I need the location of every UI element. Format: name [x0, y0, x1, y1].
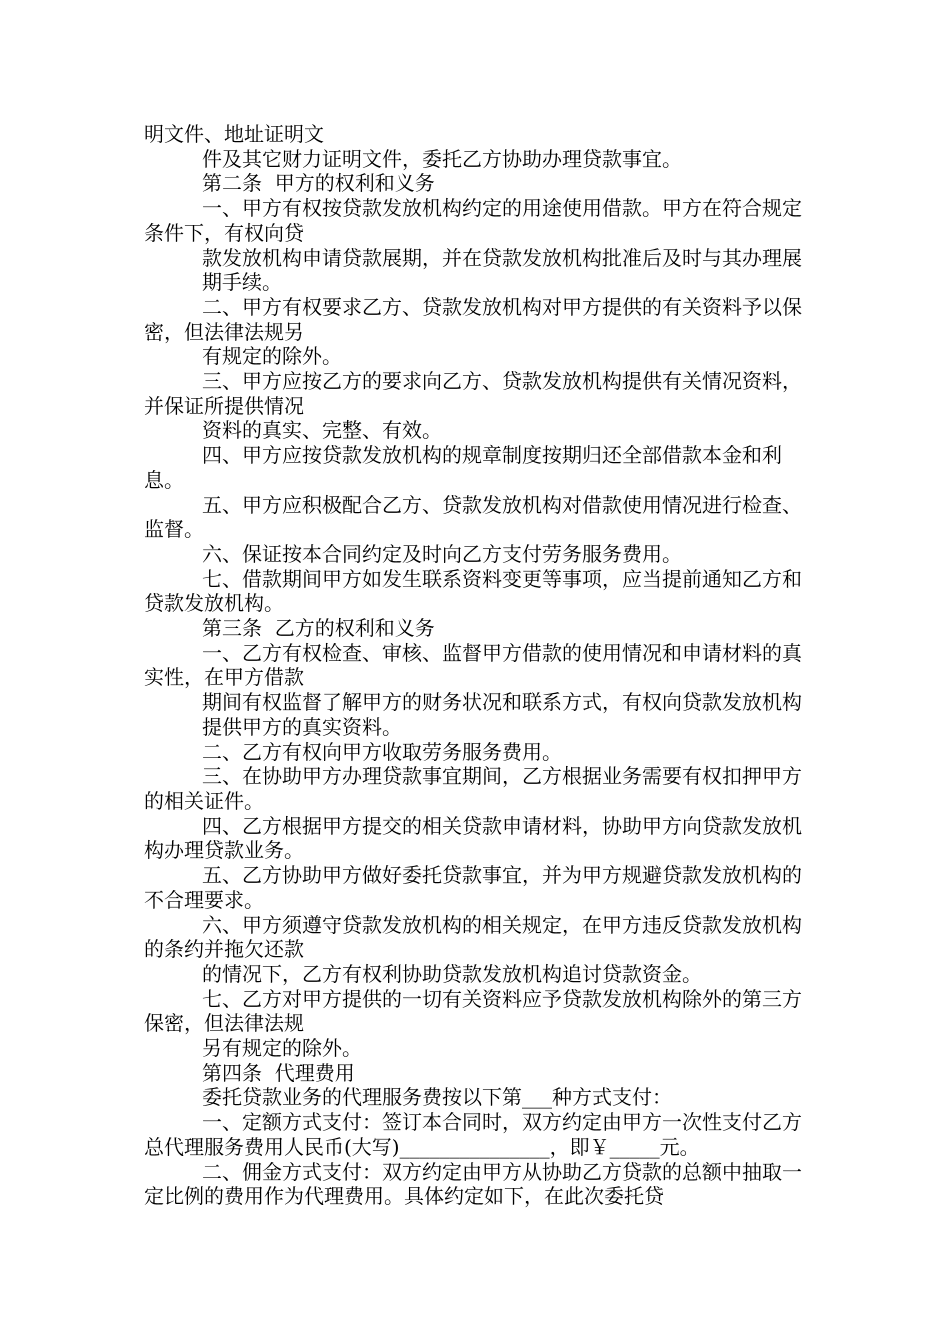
article-2-item-2-cont: 有规定的除外。 [202, 344, 342, 369]
article-2-item-3: 三、甲方应按乙方的要求向乙方、贷款发放机构提供有关情况资料，并保证所提供情况 [144, 369, 802, 418]
article-3-item-7-cont: 另有规定的除外。 [202, 1036, 362, 1061]
article-3-item-6-cont: 的情况下，乙方有权利协助贷款发放机构追讨贷款资金。 [202, 961, 702, 986]
article-2-item-1-cont: 款发放机构申请贷款展期，并在贷款发放机构批准后及时与其办理展期手续。 [202, 245, 802, 295]
article-4-item-2: 二、佣金方式支付：双方约定由甲方从协助乙方贷款的总额中抽取一定比例的费用作为代理费用。具体约定如下，在此次委托贷 [144, 1159, 802, 1209]
paragraph-entrust-loan: 件及其它财力证明文件，委托乙方协助办理贷款事宜。 [202, 146, 682, 171]
article-2-item-2: 二、甲方有权要求乙方、贷款发放机构对甲方提供的有关资料予以保密，但法律法规另 [144, 294, 802, 344]
article-3-item-5: 五、乙方协助甲方做好委托贷款事宜，并为甲方规避贷款发放机构的不合理要求。 [144, 863, 802, 912]
article-2-item-3-cont: 资料的真实、完整、有效。 [202, 418, 442, 443]
paragraph-proof-docs-tail: 明文件、地址证明文 [144, 122, 324, 146]
article-3-item-1-cont: 期间有权监督了解甲方的财务状况和联系方式，有权向贷款发放机构提供甲方的真实资料。 [202, 690, 802, 739]
article-3-item-4: 四、乙方根据甲方提交的相关贷款申请材料，协助甲方向贷款发放机构办理贷款业务。 [144, 813, 802, 863]
article-4-heading: 第四条 代理费用 [202, 1060, 355, 1085]
contract-text [144, 122, 814, 1209]
article-3-item-2: 二、乙方有权向甲方收取劳务服务费用。 [202, 739, 562, 764]
article-3-item-6: 六、甲方须遵守贷款发放机构的相关规定，在甲方违反贷款发放机构的条约并拖欠还款 [144, 912, 802, 962]
article-2-item-4: 四、甲方应按贷款发放机构的规章制度按期归还全部借款本金和利息。 [144, 443, 782, 492]
article-2-item-6: 六、保证按本合同约定及时向乙方支付劳务服务费用。 [202, 541, 682, 566]
article-4-intro: 委托贷款业务的代理服务费按以下第___种方式支付： [202, 1085, 672, 1110]
article-3-item-7: 七、乙方对甲方提供的一切有关资料应予贷款发放机构除外的第三方保密，但法律法规 [144, 986, 802, 1036]
article-2-item-5: 五、甲方应积极配合乙方、贷款发放机构对借款使用情况进行检查、监督。 [144, 492, 802, 542]
article-2-item-7: 七、借款期间甲方如发生联系资料变更等事项，应当提前通知乙方和贷款发放机构。 [144, 566, 802, 616]
article-3-item-1: 一、乙方有权检查、审核、监督甲方借款的使用情况和申请材料的真实性，在甲方借款 [144, 640, 802, 690]
article-3-item-3: 三、在协助甲方办理贷款事宜期间，乙方根据业务需要有权扣押甲方的相关证件。 [144, 764, 802, 813]
article-4-item-1: 一、定额方式支付：签订本合同时，双方约定由甲方一次性支付乙方总代理服务费用人民币(大写)_______________，即￥_____元。 [144, 1110, 802, 1159]
article-2-heading: 第二条 甲方的权利和义务 [202, 171, 435, 196]
article-3-heading: 第三条 乙方的权利和义务 [202, 616, 435, 641]
article-2-item-1: 一、甲方有权按贷款发放机构约定的用途使用借款。甲方在符合规定条件下，有权向贷 [144, 196, 802, 245]
